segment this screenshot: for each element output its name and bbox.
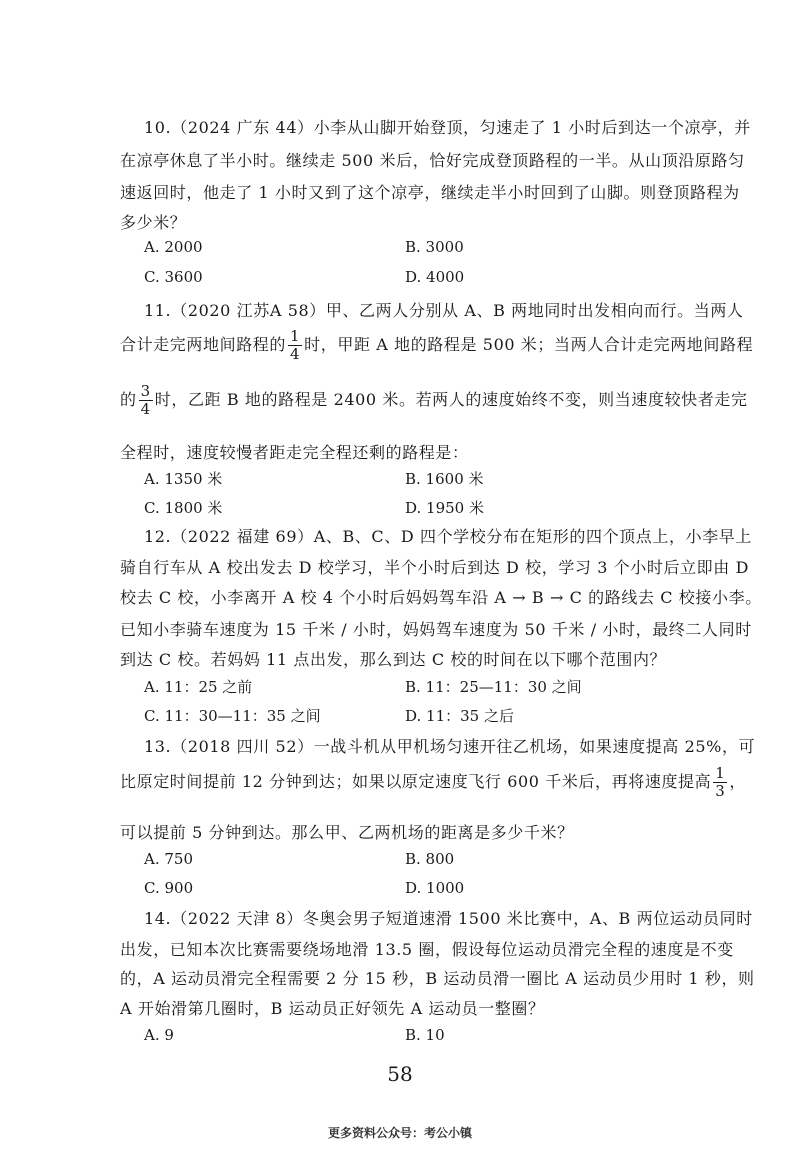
question-text-line: 出发，已知本次比赛需要绕场地滑 13.5 圈，假设每位运动员滑完全程的速度是不变 bbox=[120, 940, 734, 959]
fraction-denominator: 4 bbox=[140, 400, 151, 418]
option-b: B. 800 bbox=[405, 850, 455, 868]
text-segment: 时，甲距 A 地的路程是 500 米；当两人合计走完两地间路程 bbox=[304, 335, 754, 354]
fraction-one-third bbox=[713, 765, 727, 800]
fraction-numerator: 1 bbox=[290, 327, 301, 345]
option-b: B. 11：25—11：30 之间 bbox=[405, 678, 582, 696]
text-segment: ， bbox=[729, 772, 747, 791]
question-text-line: 速返回时，他走了 1 小时又到了这个凉亭，继续走半小时回到了山脚。则登顶路程为 bbox=[120, 183, 740, 202]
option-a: A. 2000 bbox=[144, 238, 203, 256]
question-text-line: 在凉亭休息了半小时。继续走 500 米后，恰好完成登顶路程的一半。从山顶沿原路匀 bbox=[120, 151, 745, 170]
question-text-line: 10.（2024 广东 44）小李从山脚开始登顶，匀速走了 1 小时后到达一个凉亭，并 bbox=[144, 118, 751, 137]
option-b: B. 10 bbox=[405, 1026, 445, 1044]
text-segment: 比原定时间提前 12 分钟到达；如果以原定速度飞行 600 千米后，再将速度提高 bbox=[120, 772, 712, 791]
option-c: C. 11：30—11：35 之间 bbox=[144, 707, 321, 725]
question-text-line: 可以提前 5 分钟到达。那么甲、乙两机场的距离是多少千米？ bbox=[120, 823, 574, 842]
text-segment: 的 bbox=[120, 390, 137, 409]
question-text-line-with-fraction bbox=[120, 328, 753, 363]
question-text-line: A 开始滑第几圈时，B 运动员正好领先 A 运动员一整圈？ bbox=[120, 999, 545, 1018]
option-a: A. 750 bbox=[144, 850, 193, 868]
question-text-line: 的，A 运动员滑完全程需要 2 分 15 秒，B 运动员滑一圈比 A 运动员少用时 1 秒，则 bbox=[120, 969, 755, 988]
footer-note: 更多资料公众号：考公小镇 bbox=[327, 1126, 472, 1140]
option-c: C. 1800 米 bbox=[144, 499, 223, 517]
fraction-denominator: 3 bbox=[715, 782, 726, 800]
question-text-line: 骑自行车从 A 校出发去 D 校学习，半个小时后到达 D 校，学习 3 个小时后立即由 D bbox=[120, 558, 749, 577]
option-b: B. 3000 bbox=[405, 238, 464, 256]
fraction-one-quarter bbox=[288, 328, 302, 363]
fraction-three-quarters bbox=[139, 383, 153, 418]
question-text-line: 全程时，速度较慢者距走完全程还剩的路程是： bbox=[120, 443, 469, 462]
question-text-line: 13.（2018 四川 52）一战斗机从甲机场匀速开往乙机场，如果速度提高 25%，可 bbox=[144, 737, 756, 756]
question-text-line: 12.（2022 福建 69）A、B、C、D 四个学校分布在矩形的四个顶点上，小李早上 bbox=[144, 527, 752, 546]
question-text-line: 14.（2022 天津 8）冬奥会男子短道速滑 1500 米比赛中，A、B 两位运动员同时 bbox=[144, 909, 753, 928]
question-text-line: 到达 C 校。若妈妈 11 点出发，那么到达 C 校的时间在以下哪个范围内？ bbox=[120, 650, 667, 669]
question-text-line: 多少米？ bbox=[120, 213, 187, 232]
question-text-line: 11.（2020 江苏A 58）甲、乙两人分别从 A、B 两地同时出发相向而行。当两人 bbox=[144, 301, 744, 320]
option-b: B. 1600 米 bbox=[405, 470, 484, 488]
question-text-line-with-fraction bbox=[120, 383, 748, 418]
text-segment: 时，乙距 B 地的路程是 2400 米。若两人的速度始终不变，则当速度较快者走完 bbox=[154, 390, 748, 409]
fraction-numerator: 3 bbox=[140, 382, 151, 400]
option-d: D. 1950 米 bbox=[405, 499, 484, 517]
option-a: A. 11：25 之前 bbox=[144, 678, 253, 696]
option-a: A. 9 bbox=[144, 1026, 174, 1044]
option-d: D. 11：35 之后 bbox=[405, 707, 514, 725]
option-c: C. 3600 bbox=[144, 268, 203, 286]
text-segment: 合计走完两地间路程的 bbox=[120, 335, 287, 354]
option-d: D. 4000 bbox=[405, 268, 465, 286]
option-a: A. 1350 米 bbox=[144, 470, 223, 488]
fraction-denominator: 4 bbox=[290, 345, 301, 363]
question-text-line: 校去 C 校，小李离开 A 校 4 个小时后妈妈驾车沿 A → B → C 的路线去 C 校接小李。 bbox=[120, 588, 762, 607]
question-text-line-with-fraction bbox=[120, 765, 746, 800]
page-number: 58 bbox=[387, 1062, 413, 1086]
option-d: D. 1000 bbox=[405, 879, 465, 897]
option-c: C. 900 bbox=[144, 879, 194, 897]
question-text-line: 已知小李骑车速度为 15 千米 / 小时，妈妈驾车速度为 50 千米 / 小时，最终二人同时 bbox=[120, 620, 752, 639]
fraction-numerator: 1 bbox=[715, 764, 726, 782]
